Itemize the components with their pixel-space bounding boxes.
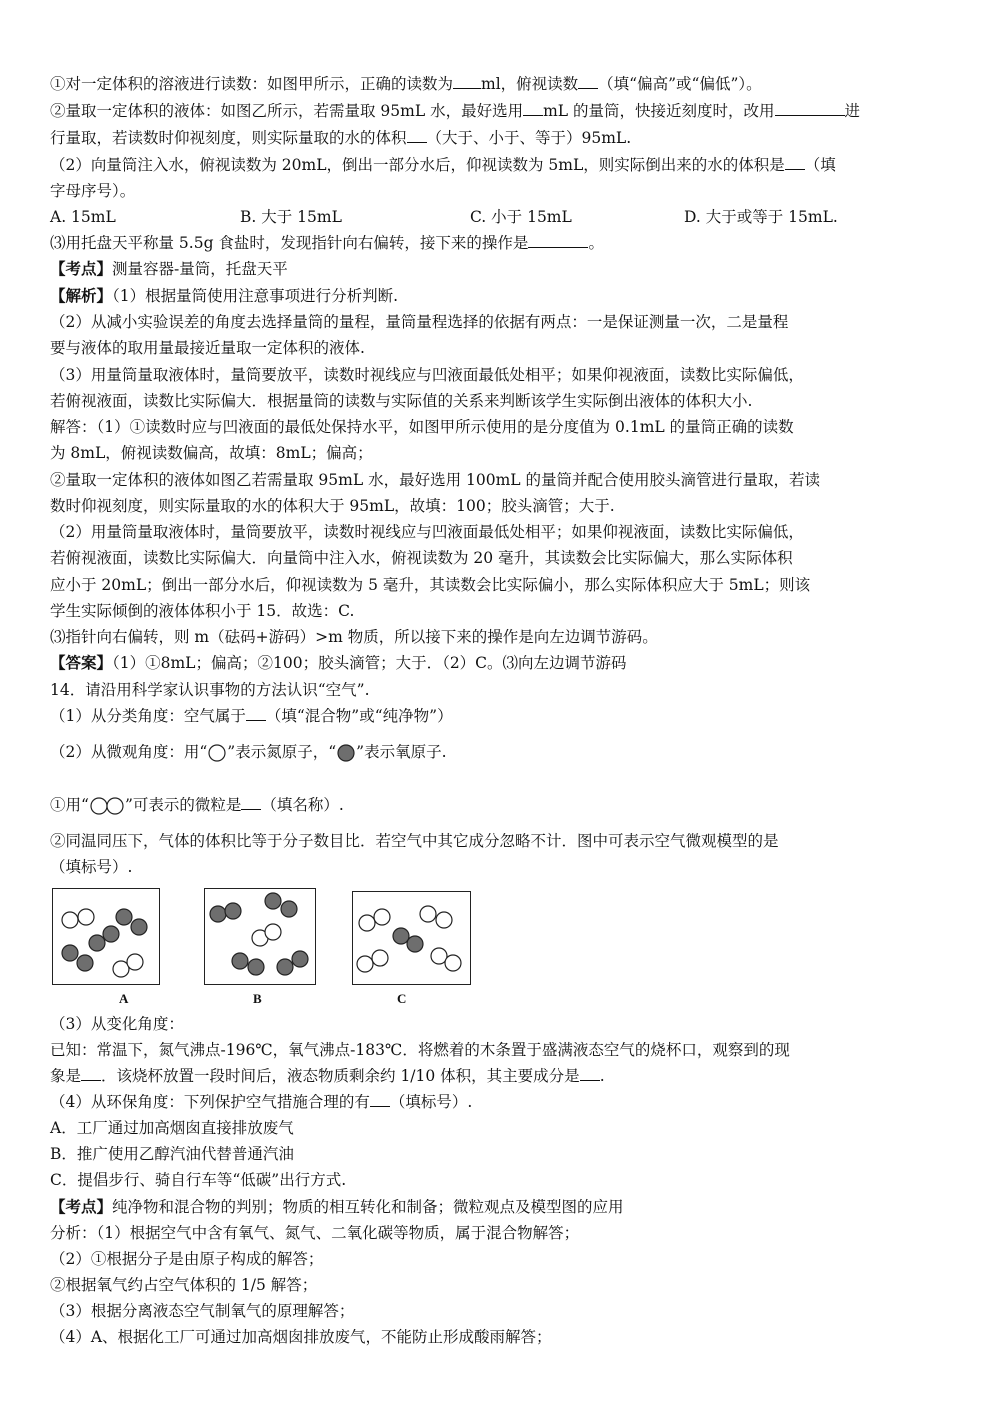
text-line: 已知：常温下，氮气沸点-196℃，氧气沸点-183℃．将燃着的木条置于盛满液态空气的烧杯口，观察到的现 [50, 1041, 790, 1059]
option-line: B．推广使用乙醇汽油代替普通汽油 [50, 1145, 294, 1163]
white-atom [436, 912, 452, 928]
text-line: ⑶指针向右偏转，则 m（砝码+游码）>m 物质，所以接下来的操作是向左边调节游码。 [50, 628, 658, 646]
text-line: ②量取一定体积的液体如图乙若需量取 95mL 水，最好选用 100mL 的量筒并配合使用胶头滴管进行量取，若读 [50, 471, 821, 489]
q14-2a-line [50, 793, 344, 817]
gray-atom [225, 903, 241, 919]
text: 测量容器-量筒，托盘天平 [112, 260, 288, 278]
text-line: （3）根据分离液态空气制氧气的原理解答； [50, 1302, 355, 1320]
section-label: 【答案】 [50, 653, 113, 672]
q14-2-line [50, 740, 447, 764]
white-atom [127, 954, 143, 970]
text: ②量取一定体积的液体：如图乙所示，若需量取 95mL 水，最好选用 [50, 102, 524, 120]
gray-atom [131, 919, 147, 935]
answer-line [50, 653, 627, 673]
text: ⑶用托盘天平称量 5.5g 食盐时，发现指针向右偏转，接下来的操作是 [50, 234, 529, 252]
answer-blank [407, 128, 427, 143]
text: （填“混合物”或“纯净物”） [265, 707, 453, 725]
section-label: 【考点】 [50, 259, 113, 278]
gray-atom [292, 951, 308, 967]
white-atom [62, 912, 78, 928]
section-label: 【考点】 [50, 1197, 113, 1216]
option-a: A. 15mL [50, 208, 116, 226]
white-atom-icon [207, 743, 227, 763]
text-line: 若俯视液面，读数比实际偏大．根据量筒的读数与实际值的关系来判断该学生实际倒出液体的体积大小. [50, 392, 753, 410]
figure-label-b: B [253, 991, 262, 1006]
white-atom [359, 915, 375, 931]
gray-atom [116, 909, 132, 925]
text: . [599, 1067, 605, 1085]
gray-atom [265, 893, 281, 909]
answer-blank [578, 74, 598, 89]
text: （填 [804, 156, 836, 174]
gray-atom [62, 945, 78, 961]
answer-blank [453, 74, 481, 89]
text: （填“偏高”或“偏低”）。 [598, 75, 762, 93]
text: 进 [844, 102, 861, 120]
text: ①对一定体积的溶液进行读数：如图甲所示，正确的读数为 [50, 75, 454, 93]
option-line: A．工厂通过加高烟囱直接排放废气 [50, 1119, 294, 1137]
text-line: 分析：（1）根据空气中含有氧气、氮气、二氧化碳等物质，属于混合物解答； [50, 1224, 580, 1242]
text: 行量取，若读数时仰视刻度，则实际量取的水的体积 [50, 129, 407, 147]
answer-blank [523, 101, 543, 116]
model-diagram-a [53, 889, 159, 984]
text: （4）从环保角度：下列保护空气措施合理的有 [50, 1093, 370, 1111]
gray-atom-icon [336, 743, 356, 763]
q2-line [50, 101, 860, 121]
text: ”表示氮原子，“ [227, 743, 337, 761]
white-atom [445, 955, 461, 971]
option-b: B. 大于 15mL [240, 208, 342, 226]
gray-atom [77, 955, 93, 971]
text-line: （2）①根据分子是由原子构成的解答； [50, 1250, 324, 1268]
gray-atom [407, 936, 423, 952]
text: （2）从微观角度：用“ [50, 743, 208, 761]
gray-atom [277, 959, 293, 975]
text-line: （3）从变化角度： [50, 1015, 184, 1033]
model-diagram-c [353, 892, 470, 984]
text-line: （3）用量筒量取液体时，量筒要放平，读数时视线应与凹液面最低处相平；如果仰视液面，读数比实际偏低， [50, 366, 804, 384]
gray-atom [103, 926, 119, 942]
answer-blank [528, 233, 588, 248]
text: （填标号）. [389, 1093, 473, 1111]
kaodian-line [50, 259, 288, 279]
text: 。 [588, 234, 604, 252]
text-line: 为 8mL，俯视读数偏高，故填：8mL；偏高； [50, 444, 373, 462]
option-line: C．提倡步行、骑自行车等“低碳”出行方式. [50, 1171, 347, 1189]
text-line: （4）A、根据化工厂可通过加高烟囱排放废气，不能防止形成酸雨解答； [50, 1328, 552, 1346]
white-atom [357, 956, 373, 972]
answer-blank [785, 155, 805, 170]
answer-blank [370, 1092, 390, 1107]
text-line: 解答：（1）①读数时应与凹液面的最低处保持水平，如图甲所示使用的是分度值为 0.1mL 的量筒正确的读数 [50, 418, 794, 436]
text-line: ②根据氧气约占空气体积的 1/5 解答； [50, 1276, 318, 1294]
question-14-title: 14．请沿用科学家认识事物的方法认识“空气”. [50, 681, 370, 699]
model-diagram-b [205, 889, 315, 984]
text: ”表示氧原子. [356, 743, 447, 761]
gray-atom [393, 928, 409, 944]
white-atom [374, 909, 390, 925]
option-d: D. 大于或等于 15mL. [684, 208, 838, 226]
white-atom [78, 909, 94, 925]
model-box-a [52, 888, 160, 985]
q2-line-cont [50, 128, 631, 148]
answer-blank [81, 1066, 101, 1081]
answer-blank [241, 795, 261, 810]
text-line: 应小于 20mL；倒出一部分水后，仰视读数为 5 毫升，其读数会比实际偏小，那么实际体积应大于 5mL；则该 [50, 576, 811, 594]
q3-line-cont: 字母序号）。 [50, 182, 136, 200]
text-line: 数时仰视刻度，则实际量取的水的体积大于 95mL，故填：100；胶头滴管；大于. [50, 497, 615, 515]
answer-blank [775, 101, 845, 116]
jiexi-line [50, 286, 398, 306]
text: ml，俯视读数 [481, 75, 579, 93]
text: （1）根据量筒使用注意事项进行分析判断. [112, 287, 399, 305]
kaodian-line [50, 1197, 624, 1217]
gray-atom [89, 935, 105, 951]
text: （大于、小于、等于）95mL. [426, 129, 632, 147]
text-line: 要与液体的取用量最接近量取一定体积的液体. [50, 339, 365, 357]
option-c: C. 小于 15mL [470, 208, 572, 226]
text: ①用“ [50, 796, 89, 814]
text: （填名称）. [261, 796, 344, 814]
text: mL 的量筒，快接近刻度时，改用 [543, 102, 775, 120]
model-box-b [204, 888, 316, 985]
q3-line [50, 155, 836, 175]
text-line: （填标号）. [50, 858, 133, 876]
white-atom [372, 950, 388, 966]
text-line: （2）从减小实验误差的角度去选择量筒的量程，量筒量程选择的依据有两点：一是保证测量一次，二是量程 [50, 313, 789, 331]
text-line: 学生实际倾倒的液体体积小于 15．故选：C. [50, 602, 355, 620]
text: （1）从分类角度：空气属于 [50, 707, 246, 725]
white-atom [265, 924, 281, 940]
q14-3-line [50, 1066, 605, 1086]
q14-4-line [50, 1092, 472, 1112]
q14-1-line [50, 706, 453, 726]
gray-atom [248, 959, 264, 975]
answer-blank [580, 1066, 600, 1081]
q1-line [50, 74, 762, 94]
text: ．该烧杯放置一段时间后，液态物质剩余约 1/10 体积，其主要成分是 [101, 1067, 580, 1085]
white-atom [420, 906, 436, 922]
text-line: 若俯视液面，读数比实际偏大．向量筒中注入水，俯视读数为 20 毫升，其读数会比实际偏大，那么实际体积 [50, 549, 793, 567]
text: ”可表示的微粒是 [124, 796, 242, 814]
nitrogen-molecule-icon [89, 796, 125, 816]
gray-atom [232, 953, 248, 969]
text: 象是 [50, 1067, 82, 1085]
text: （1）①8mL；偏高；②100；胶头滴管；大于．（2）C。⑶向左边调节游码 [112, 654, 627, 672]
text: （2）向量筒注入水，俯视读数为 20mL，倒出一部分水后，仰视读数为 5mL，则实际倒出来的水的体积是 [50, 156, 785, 174]
text-line: （2）用量筒量取液体时，量筒要放平，读数时视线应与凹液面最低处相平；如果仰视液面，读数比实际偏低， [50, 523, 804, 541]
q4-line [50, 233, 604, 253]
gray-atom [281, 901, 297, 917]
answer-blank [246, 706, 266, 721]
figure-label-a: A [119, 991, 129, 1006]
model-box-c [352, 891, 471, 985]
text: 纯净物和混合物的判别；物质的相互转化和制备；微粒观点及模型图的应用 [112, 1198, 624, 1216]
figure-label-c: C [397, 991, 407, 1006]
text-line: ②同温同压下，气体的体积比等于分子数目比．若空气中其它成分忽略不计．图中可表示空气微观模型的是 [50, 832, 779, 850]
gray-atom [210, 906, 226, 922]
section-label: 【解析】 [50, 286, 113, 305]
